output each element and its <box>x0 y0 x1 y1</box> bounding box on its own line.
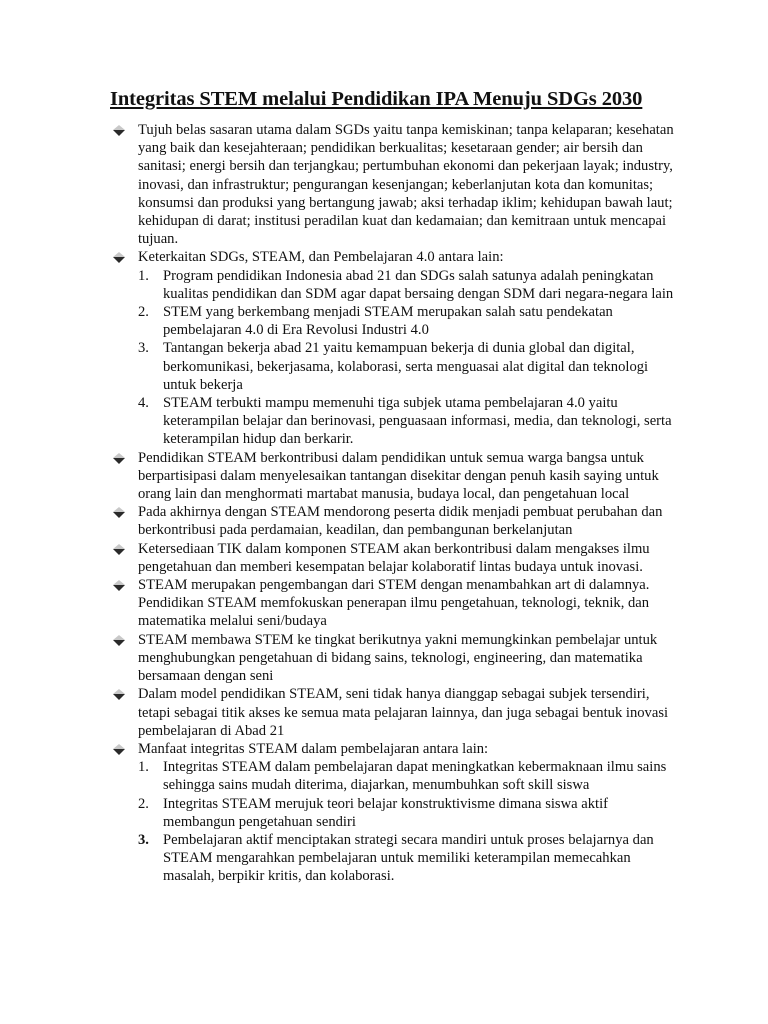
numbered-item-number: 1. <box>138 267 149 284</box>
numbered-item-number: 3. <box>138 340 149 357</box>
arrow-bullet-icon <box>112 743 126 756</box>
numbered-item-number: 2. <box>138 795 149 812</box>
list-item-text: STEAM membawa STEM ke tingkat berikutnya yakni memungkinkan pembelajar untuk menghubungkan pengetahuan di bidang sains, teknologi, engineering, dan matematika bersamaan dengan seni <box>138 631 658 685</box>
numbered-item <box>110 795 680 831</box>
numbered-item <box>110 831 680 886</box>
numbered-item <box>110 303 680 339</box>
list-item-text: Ketersediaan TIK dalam komponen STEAM akan berkontribusi dalam mengakses ilmu pengetahuan dan memberi kesempatan belajar kolaboratif lintas budaya untuk inovasi. <box>138 540 650 575</box>
numbered-item-text: Pembelajaran aktif menciptakan strategi secara mandiri untuk proses belajarnya dan STEAM mengarahkan pembelajaran untuk memiliki keterampilan memecahkan masalah, berpikir kritis, dan kolaborasi. <box>163 831 654 885</box>
numbered-item <box>110 339 680 394</box>
numbered-item-text: Program pendidikan Indonesia abad 21 dan SDGs salah satunya adalah peningkatan kualitas pendidikan dan SDM agar dapat bersaing dengan SDM dari negara-negara lain <box>163 267 674 302</box>
arrow-bullet-icon <box>112 124 126 137</box>
arrow-bullet-icon <box>112 251 126 264</box>
numbered-item-text: STEAM terbukti mampu memenuhi tiga subjek utama pembelajaran 4.0 yaitu keterampilan belajar dan berinovasi, penguasaan informasi, media, dan teknologi, serta keterampilan hidup dan berkarir. <box>163 395 672 448</box>
list-item-steam-contribution <box>110 449 680 504</box>
numbered-item-number: 2. <box>138 304 149 321</box>
numbered-item-text: Tantangan bekerja abad 21 yaitu kemampuan bekerja di dunia global dan digital, berkomunikasi, bekerjasama, kolaborasi, serta menguasai alat digital dan teknologi untuk bekerja <box>163 340 649 393</box>
list-item-sdg-targets <box>110 121 680 248</box>
arrow-bullet-icon <box>112 452 126 465</box>
document-title: Integritas STEM melalui Pendidikan IPA Menuju SDGs 2030 <box>110 88 643 110</box>
list-item-sdg-steam-link <box>110 248 680 266</box>
numbered-item-text: Integritas STEAM merujuk teori belajar konstruktivisme dimana siswa aktif membangun pengetahuan sendiri <box>163 795 609 830</box>
list-item-ict <box>110 540 680 576</box>
list-item-text: Dalam model pendidikan STEAM, seni tidak hanya dianggap sebagai subjek tersendiri, tetapi sebagai titik akses ke semua mata pelajaran lainnya, dan juga sebagai bentuk inovasi pembelajaran di Abad 21 <box>138 686 669 739</box>
numbered-item-text: Integritas STEAM dalam pembelajaran dapat meningkatkan kebermaknaan ilmu sains sehingga sains mudah diterima, diajarkan, menumbuhkan soft skill siswa <box>163 759 667 794</box>
document-content <box>110 121 680 886</box>
numbered-item-text: STEM yang berkembang menjadi STEAM merupakan salah satu pendekatan pembelajaran 4.0 di Era Revolusi Industri 4.0 <box>163 304 613 339</box>
list-item-text: Keterkaitan SDGs, STEAM, dan Pembelajaran 4.0 antara lain: <box>138 249 504 266</box>
arrow-bullet-icon <box>112 506 126 519</box>
list-item-text: Manfaat integritas STEAM dalam pembelajaran antara lain: <box>138 740 489 757</box>
arrow-bullet-icon <box>112 579 126 592</box>
list-item-text: Pada akhirnya dengan STEAM mendorong peserta didik menjadi pembuat perubahan dan berkontribusi pada perdamaian, keadilan, dan pembangunan berkelanjutan <box>138 504 663 539</box>
list-item-text: Pendidikan STEAM berkontribusi dalam pendidikan untuk semua warga bangsa untuk berpartisipasi dalam menyelesaikan tantangan disekitar dengan penuh kasih saying untuk orang lain dan menghormati martabat manusia, budaya local, dan pengetahuan local <box>138 449 659 503</box>
arrow-bullet-icon <box>112 634 126 647</box>
list-item-text: Tujuh belas sasaran utama dalam SGDs yaitu tanpa kemiskinan; tanpa kelaparan; kesehatan yang baik dan kesejahteraan; pendidikan berkualitas; kesetaraan gender; air bersih dan sanitasi; energi bersih dan terjangkau; pertumbuhan ekonomi dan pekerjaan layak; industry, inovasi, dan infrastruktur; pengurangan kesenjangan; keberlanjutan kota dan komunitas; konsumsi dan produksi yang bertangung jawab; aksi terhadap iklim; kehidupan bawah laut; kehidupan di darat; institusi peradilan kuat dan kedamaian; dan kemitraan untuk mencapai tujuan. <box>138 122 674 248</box>
numbered-item-number: 4. <box>138 395 149 412</box>
arrow-bullet-icon <box>112 543 126 556</box>
list-item-steam-next-level <box>110 631 680 686</box>
numbered-item-number: 1. <box>138 759 149 776</box>
arrow-bullet-icon <box>112 688 126 701</box>
list-item-steam-definition <box>110 576 680 631</box>
list-item-art-access-point <box>110 685 680 740</box>
numbered-item <box>110 267 680 303</box>
numbered-item-number: 3. <box>138 831 149 848</box>
list-item-steam-benefits <box>110 740 680 758</box>
list-item-change-makers <box>110 503 680 539</box>
numbered-item <box>110 758 680 794</box>
list-item-text: STEAM merupakan pengembangan dari STEM dengan menambahkan art di dalamnya. Pendidikan STEAM memfokuskan penerapan ilmu pengetahuan, teknologi, teknik, dan matematika melalui seni/budaya <box>138 577 650 630</box>
numbered-item <box>110 394 680 449</box>
